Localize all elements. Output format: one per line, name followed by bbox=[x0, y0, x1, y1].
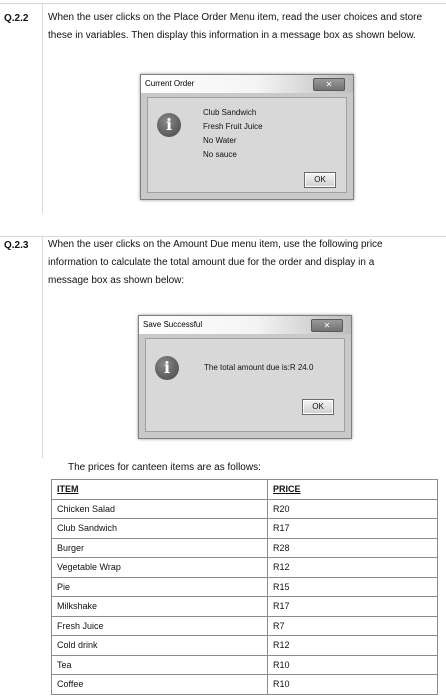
table-row bbox=[52, 577, 438, 597]
column-header-price: PRICE bbox=[268, 480, 438, 500]
table-row bbox=[52, 558, 438, 578]
price-cell: R28 bbox=[268, 538, 438, 558]
prices-intro: The prices for canteen items are as follows: bbox=[68, 462, 261, 473]
divider-column-q222 bbox=[42, 3, 43, 213]
price-cell: R17 bbox=[268, 597, 438, 617]
price-cell: R12 bbox=[268, 636, 438, 656]
information-icon: i bbox=[157, 113, 181, 137]
price-cell: R7 bbox=[268, 616, 438, 636]
table-row bbox=[52, 616, 438, 636]
table-row bbox=[52, 538, 438, 558]
question-q223-line-3: message box as shown below: bbox=[48, 275, 185, 286]
column-header-item: ITEM bbox=[52, 480, 268, 500]
dialog-title: Save Successful bbox=[143, 320, 203, 329]
ok-button[interactable]: OK bbox=[304, 172, 336, 188]
price-cell: R17 bbox=[268, 519, 438, 539]
information-icon: i bbox=[155, 356, 179, 380]
ok-button[interactable]: OK bbox=[302, 399, 334, 415]
question-number-q223: Q.2.3 bbox=[4, 240, 29, 251]
question-number-q222: Q.2.2 bbox=[4, 13, 29, 24]
order-summary bbox=[203, 106, 263, 162]
divider-top bbox=[0, 3, 446, 4]
question-q223-line-1: When the user clicks on the Amount Due menu item, use the following price bbox=[48, 239, 383, 250]
item-cell: Vegetable Wrap bbox=[52, 558, 268, 578]
order-line-3: No Water bbox=[203, 136, 237, 145]
question-text-q222 bbox=[48, 9, 438, 45]
dialog-title: Current Order bbox=[145, 79, 195, 88]
item-cell: Milkshake bbox=[52, 597, 268, 617]
price-table bbox=[51, 479, 438, 695]
table-row bbox=[52, 519, 438, 539]
table-row bbox=[52, 636, 438, 656]
close-icon[interactable]: ✕ bbox=[313, 78, 345, 91]
item-cell: Chicken Salad bbox=[52, 499, 268, 519]
save-successful-dialog bbox=[138, 315, 352, 439]
divider-column-q223 bbox=[42, 236, 43, 458]
order-line-1: Club Sandwich bbox=[203, 108, 257, 117]
order-line-4: No sauce bbox=[203, 150, 237, 159]
table-row bbox=[52, 655, 438, 675]
table-header-row bbox=[52, 480, 438, 500]
item-cell: Club Sandwich bbox=[52, 519, 268, 539]
item-cell: Tea bbox=[52, 655, 268, 675]
item-cell: Coffee bbox=[52, 675, 268, 695]
item-cell: Cold drink bbox=[52, 636, 268, 656]
question-q223-line-2: information to calculate the total amount due for the order and display in a bbox=[48, 257, 375, 268]
question-text-q223 bbox=[48, 236, 438, 290]
table-row bbox=[52, 597, 438, 617]
price-cell: R10 bbox=[268, 675, 438, 695]
price-cell: R12 bbox=[268, 558, 438, 578]
order-line-2: Fresh Fruit Juice bbox=[203, 122, 263, 131]
dialog-client-area bbox=[147, 97, 347, 193]
current-order-dialog bbox=[140, 74, 354, 200]
item-cell: Burger bbox=[52, 538, 268, 558]
table-row bbox=[52, 499, 438, 519]
item-cell: Pie bbox=[52, 577, 268, 597]
dialog-client-area bbox=[145, 338, 345, 432]
question-q222-line-2: these in variables. Then display this information in a message box as shown below. bbox=[48, 30, 416, 41]
price-cell: R20 bbox=[268, 499, 438, 519]
table-row bbox=[52, 675, 438, 695]
item-cell: Fresh Juice bbox=[52, 616, 268, 636]
close-icon[interactable]: ✕ bbox=[311, 319, 343, 332]
price-cell: R10 bbox=[268, 655, 438, 675]
question-q222-line-1: When the user clicks on the Place Order Menu item, read the user choices and store bbox=[48, 12, 423, 23]
amount-due-message: The total amount due is:R 24.0 bbox=[204, 363, 314, 372]
price-cell: R15 bbox=[268, 577, 438, 597]
